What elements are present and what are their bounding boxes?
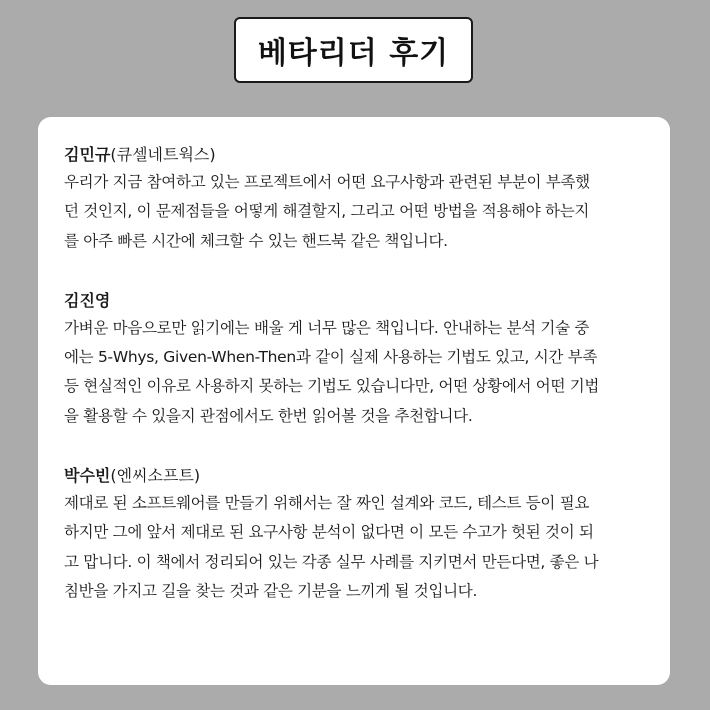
review-text-line: 가벼운 마음으로만 읽기에는 배울 게 너무 많은 책입니다. 안내하는 분석 기술 중 [64, 318, 590, 337]
reviewer-name: 김민규 [64, 145, 111, 164]
review-text-line: 제대로 된 소프트웨어를 만들기 위해서는 잘 짜인 설계와 코드, 테스트 등이 필요 [64, 494, 590, 513]
review-text-line: 을 활용할 수 있을지 관점에서도 한번 읽어볼 것을 추천합니다. [64, 406, 473, 425]
review-kim-mingyu [64, 141, 644, 256]
review-text-line: 등 현실적인 이유로 사용하지 못하는 기법도 있습니다만, 어떤 상황에서 어떤 기법 [64, 377, 600, 396]
page-title: 베타리더 후기 [257, 36, 450, 71]
reviewer-name: 김진영 [64, 290, 111, 310]
reviewer-heading [64, 141, 644, 168]
title-box [234, 17, 473, 83]
review-kim-jinyoung [64, 287, 644, 431]
review-text-line: 를 아주 빠른 시간에 체크할 수 있는 핸드북 같은 책입니다. [64, 231, 448, 250]
reviewer-heading [64, 462, 644, 489]
reviewer-org: (큐셀네트웍스) [110, 145, 216, 164]
review-text-line: 에는 5-Whys, Given-When-Then과 같이 실제 사용하는 기법도 있고, 시간 부족 [64, 348, 598, 367]
review-text-line: 던 것인지, 이 문제점들을 어떻게 해결할지, 그리고 어떤 방법을 적용해야 하는지 [64, 202, 590, 221]
reviewer-org: (엔씨소프트) [110, 466, 201, 486]
review-text-line: 고 맙니다. 이 책에서 정리되어 있는 각종 실무 사례를 지키면서 만든다면, 좋은 나 [64, 552, 599, 571]
review-text-line: 하지만 그에 앞서 제대로 된 요구사항 분석이 없다면 이 모든 수고가 헛된 것이 되 [64, 523, 594, 542]
review-text-line: 침반을 가지고 길을 찾는 것과 같은 기분을 느끼게 될 것입니다. [64, 581, 478, 600]
reviewer-name: 박수빈 [64, 466, 111, 486]
review-text-line: 우리가 지금 참여하고 있는 프로젝트에서 어떤 요구사항과 관련된 부분이 부족했 [64, 173, 590, 191]
reviewer-heading [64, 287, 644, 314]
review-park-subin [64, 462, 644, 606]
reviews-card [38, 117, 670, 685]
